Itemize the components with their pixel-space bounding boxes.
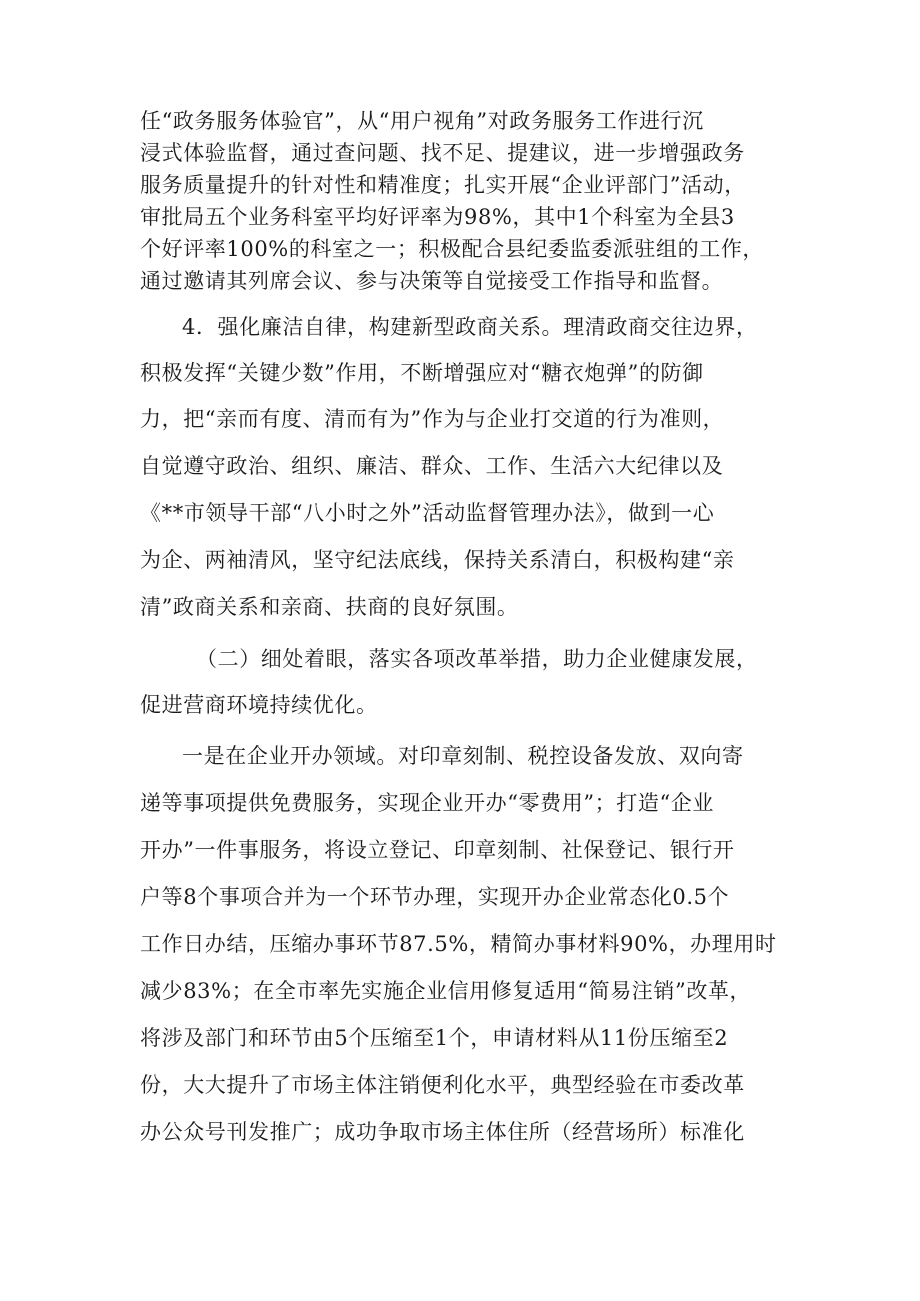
text-line: 服务质量提升的针对性和精准度；扎实开展“企业评部门”活动，	[140, 173, 746, 197]
text-line: 任“政务服务体验官”，从“用户视角”对政务服务工作进行沉	[140, 109, 704, 133]
text-line: 力，把“亲而有度、清而有为”作为与企业打交道的行为准则，	[140, 407, 725, 431]
text-line: 审批局五个业务科室平均好评率为98%，其中1个科室为全县3	[140, 205, 735, 229]
text-line: 一是在企业开办领域。对印章刻制、税控设备发放、双向寄	[182, 744, 744, 768]
text-line: 为企、两袖清风，坚守纪法底线，保持关系清白，积极构建“亲	[140, 548, 735, 572]
text-line: 户等8个事项合并为一个环节办理，实现开办企业常态化0.5个	[140, 885, 730, 909]
text-line: 个好评率100%的科室之一；积极配合县纪委监委派驻组的工作，	[140, 237, 765, 261]
text-line: 办公众号刊发推广；成功争取市场主体住所（经营场所）标准化	[140, 1120, 745, 1144]
text-line: 工作日办结，压缩办事环节87.5%，精简办事材料90%，办理用时	[140, 932, 777, 956]
text-line: 将涉及部门和环节由5个压缩至1个，申请材料从11份压缩至2	[140, 1026, 729, 1050]
text-line: 浸式体验监督，通过查问题、找不足、提建议，进一步增强政务	[140, 141, 745, 165]
text-line: 促进营商环境持续优化。	[140, 693, 378, 717]
text-line: 《**市领导干部“八小时之外”活动监督管理办法》，做到一心	[140, 501, 715, 525]
text-line: 清”政商关系和亲商、扶商的良好氛围。	[140, 595, 519, 619]
text-line: 4．强化廉洁自律，构建新型政商关系。理清政商交往边界，	[182, 315, 758, 339]
text-line: 积极发挥“关键少数”作用，不断增强应对“糖衣炮弹”的防御	[140, 361, 704, 385]
text-line: 份，大大提升了市场主体注销便利化水平，典型经验在市委改革	[140, 1073, 745, 1097]
text-line: 开办”一件事服务，将设立登记、印章刻制、社保登记、银行开	[140, 838, 735, 862]
text-line: 减少83%；在全市率先实施企业信用修复适用“简易注销”改革，	[140, 979, 752, 1003]
text-line: 通过邀请其列席会议、参与决策等自觉接受工作指导和监督。	[140, 269, 724, 293]
text-line: （二）细处着眼，落实各项改革举措，助力企业健康发展，	[196, 647, 758, 671]
text-line: 递等事项提供免费服务，实现企业开办“零费用”；打造“企业	[140, 791, 715, 815]
text-line: 自觉遵守政治、组织、廉洁、群众、工作、生活六大纪律以及	[140, 454, 724, 478]
